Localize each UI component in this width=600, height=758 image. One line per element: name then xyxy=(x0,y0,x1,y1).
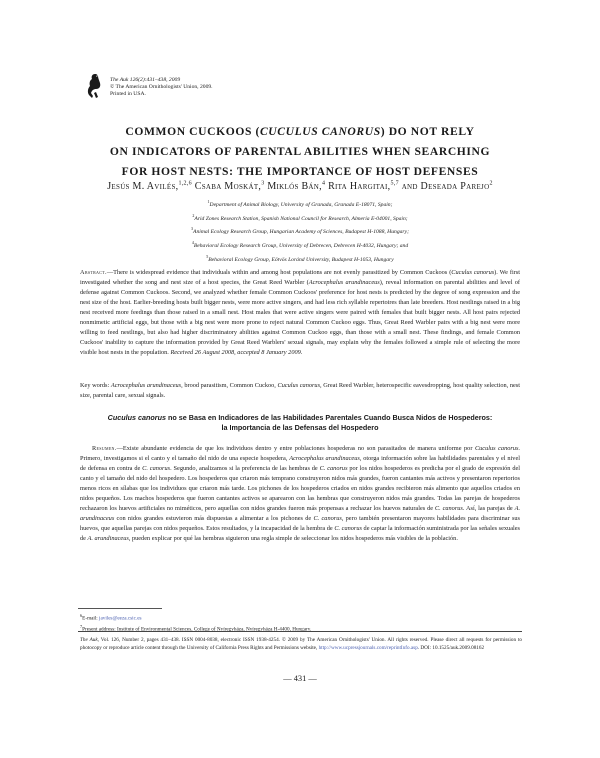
citation-line-2: © The American Ornithologists' Union, 2009. xyxy=(110,84,213,91)
author: Rita Hargitai, xyxy=(328,181,391,192)
publication-info: The Auk, Vol. 126, Number 2, pages 431–438. ISSN 0004-8038, electronic ISSN 1938-4254. © 2009 by The American Ornithologists' Union. All rights reserved. Please direct all requests for permission to photocopy or reproduce article content through the University of California Press Rights and Permissions website, http://www.ucpressjournals.com/reprintInfo.asp. DOI: 10.1525/auk.2009.08162 xyxy=(80,637,522,652)
title-line-3: FOR HOST NESTS: THE IMPORTANCE OF HOST DEFENSES xyxy=(121,165,479,178)
citation-header xyxy=(110,77,213,99)
permissions-link[interactable]: http://www.ucpressjournals.com/reprintInfo.asp xyxy=(318,645,418,652)
footnote-divider xyxy=(78,608,162,609)
resumen: Resumen.—Existe abundante evidencia de que los individuos dentro y entre poblaciones hospederas no son parasitados de manera uniforme por Cuculus canorus. Primero, investigamos si el canto y el tamaño del nido de una especie hospedera, Acrocephalus arundinaceus, otorga información sobre las habilidades parentales y el nivel de defensa en contra de C. canorus. Segundo, analizamos si la preferencia de las hembras de C. canorus por los nidos hospederos es predicha por el grado de expresión del canto y el tamaño del nido del hospedero. Los hospederos que criaron más temprano construyeron nidos más grandes, fueron cantantes más activos y presentaron repertorios menos ricos en sílabas que los individuos que criaron más tarde. Los pichones de los hospederos criados en nidos grandes recibieron más alimento que aquellos criados en nidos pequeños. Los machos hospederos que fueron cantantes activos se aparearon con las hembras que construyeron nidos más grandes. Todas las parejas de hospederos rechazaron los huevos artificiales no miméticos, pero aquellas con nidos grandes fueron más propensas a rechazar los huevos naturales de C. canorus. Así, las parejas de A. arundinaceus con nidos grandes estuvieron más dispuestas a alimentar a los pichones de C. canorus, pero también presentaron mayores habilidades para discriminar sus huevos, que aquellas parejas con nidos pequeños. Estos resultados, y la incapacidad de la hembra de C. canorus de captar la información suministrada por las señales sexuales de A. arundinaceus, pueden explicar por qué las hembras siguieron una regla simple de seleccionar los nidos hospederos más visibles de la población. xyxy=(80,445,521,542)
title-line-1: COMMON CUCKOOS (CUCULUS CANORUS) DO NOT RELY xyxy=(125,125,475,138)
author-list: Jesús M. Avilés,$^{1,2,6}$ Csaba Moskát,$^3$ Miklós Bán,$^4$ Rita Hargitai,$^{5,7}$ and Deseada Parejo$^2$ xyxy=(107,180,493,192)
abstract: Abstract.—There is widespread evidence that individuals within and among host populations are not evenly parasitized by Common Cuckoos (Cuculus canorus). We first investigated whether the song and nest size of a host species, the Great Reed Warbler (Acrocephalus arundinaceus), reveal information on parental abilities and level of defense against Common Cuckoos. Second, we analyzed whether female Common Cuckoos' preference for host nests is predicted by the degree of song expression and the nest size of the host. Earlier-breeding hosts built bigger nests, were more active singers, and had less rich syllable repertoires than late breeders. Host nestlings raised in a big nest received more feedings than those raised in a small nest. Host males that were active singers were paired with females that built bigger nests. All host pairs rejected nonmimetic artificial eggs, but those with a big nest were more prone to reject natural Common Cuckoo eggs. Thus, Great Reed Warbler pairs with a big nest were more willing to feed nestlings, but also had higher discriminatory abilities against Common Cuckoo eggs, than those with a small nest. These findings, and female Common Cuckoos' inability to capture the information provided by Great Reed Warblers' sexual signals, may explain why the females followed a simple rule of selecting the more visible host nests in the population. Received 26 August 2008, accepted 8 January 2009. xyxy=(80,269,520,356)
affiliations xyxy=(70,197,530,265)
affiliation: $^2$Arid Zones Research Station, Spanish National Council for Research, Almería E-04001, Spain; xyxy=(192,212,408,222)
citation-line-3: Printed in USA. xyxy=(110,91,146,98)
author: Jesús M. Avilés, xyxy=(107,181,179,192)
title-line-2: ON INDICATORS OF PARENTAL ABILITIES WHEN SEARCHING xyxy=(109,145,491,158)
spanish-title: Cuculus canorus no se Basa en Indicadores de las Habilidades Parentales Cuando Busca Nidos de Hospederos: la Importancia de las Defensas del Hospedero xyxy=(107,413,493,432)
author: Miklós Bán, xyxy=(267,181,322,192)
affiliation: $^1$Department of Animal Biology, University of Granada, Granada E-18071, Spain; xyxy=(207,199,393,208)
article-title xyxy=(60,122,540,182)
resumen-label: Resumen. xyxy=(92,445,117,452)
author-footnotes: $^6$E-mail: javiles@eeza.csic.es $^7$Present address: Institute of Environmental Sciences, College of Nyíregyháza, Nyíregyháza H-4400, Hungary. xyxy=(80,613,312,633)
publication-divider xyxy=(78,631,522,632)
keywords-label: Key words: xyxy=(80,382,110,389)
affiliation: $^5$Behavioral Ecology Group, Eötvös Loránd University, Budapest H-1053, Hungary xyxy=(206,253,394,263)
received-date: Received 26 August 2008, accepted 8 January 2009. xyxy=(170,348,303,356)
affiliation: $^3$Animal Ecology Research Group, Hungarian Academy of Sciences, Budapest H-1088, Hungary; xyxy=(191,226,409,236)
auk-logo-icon xyxy=(84,72,106,100)
keywords: Key words: Acrocephalus arundinaceus, brood parasitism, Common Cuckoo, Cuculus canorus, Great Reed Warbler, heterospecific eavesdropping, host quality selection, nest size, parental care, sexual signals. xyxy=(80,382,521,399)
author: Csaba Moskát, xyxy=(194,181,262,192)
email-link[interactable]: javiles@eeza.csic.es xyxy=(99,615,142,622)
author: and Deseada Parejo xyxy=(401,181,490,192)
citation-line-1: The Auk 126(2):431–438, 2009 xyxy=(110,77,181,83)
affiliation: $^4$Behavioral Ecology Research Group, University of Debrecen, Debrecen H-4032, Hungary; and xyxy=(191,239,409,249)
abstract-label: Abstract. xyxy=(80,269,107,276)
page-number: — 431 — xyxy=(283,674,317,683)
